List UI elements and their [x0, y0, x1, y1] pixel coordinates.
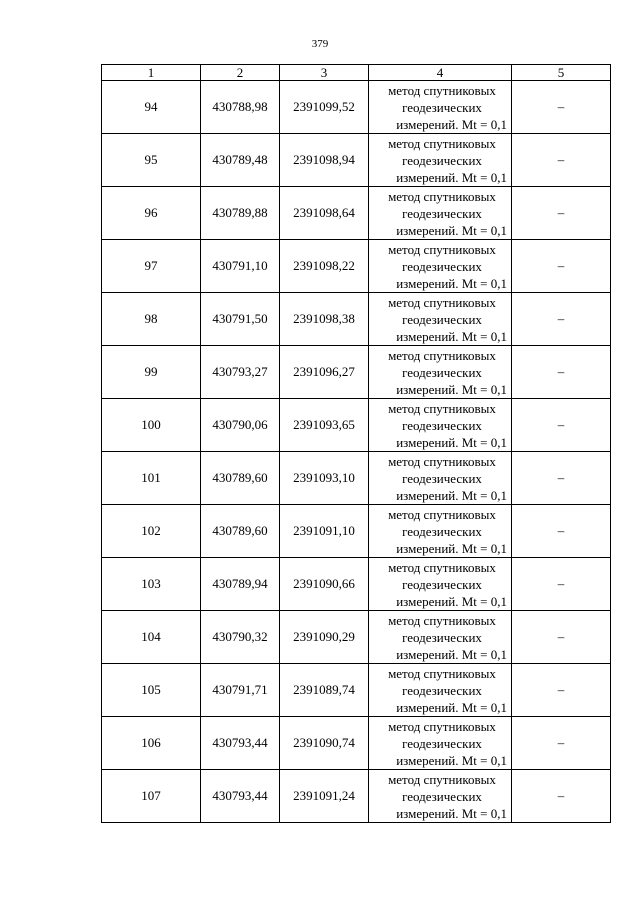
x-coordinate-cell: 430788,98 [201, 81, 280, 134]
method-line-3: измерений. Mt = 0,1 [396, 805, 507, 821]
method-line-3: измерений. Mt = 0,1 [396, 646, 507, 662]
y-coordinate-cell: 2391091,10 [280, 505, 369, 558]
method-line-1: метод спутниковых [388, 665, 496, 681]
method-line-1: метод спутниковых [388, 506, 496, 522]
method-line-1: метод спутниковых [388, 559, 496, 575]
table-row [102, 770, 611, 823]
method-cell [369, 240, 512, 293]
column-5-cell: – [512, 81, 611, 134]
x-coordinate-cell: 430793,44 [201, 717, 280, 770]
table-header [102, 65, 611, 81]
page-number: 379 [311, 38, 329, 50]
y-coordinate-cell: 2391096,27 [280, 346, 369, 399]
y-coordinate-cell: 2391090,66 [280, 558, 369, 611]
column-5-cell: – [512, 187, 611, 240]
coordinates-table [101, 64, 611, 823]
method-cell [369, 293, 512, 346]
method-cell [369, 664, 512, 717]
header-col-5: 5 [512, 65, 611, 81]
method-line-1: метод спутниковых [388, 135, 496, 151]
method-line-1: метод спутниковых [388, 718, 496, 734]
column-5-cell: – [512, 505, 611, 558]
y-coordinate-cell: 2391098,94 [280, 134, 369, 187]
method-line-1: метод спутниковых [388, 400, 496, 416]
x-coordinate-cell: 430790,32 [201, 611, 280, 664]
table-body [102, 81, 611, 823]
column-5-cell: – [512, 558, 611, 611]
y-coordinate-cell: 2391093,65 [280, 399, 369, 452]
method-cell [369, 452, 512, 505]
method-line-3: измерений. Mt = 0,1 [396, 275, 507, 291]
method-line-1: метод спутниковых [388, 294, 496, 310]
column-5-cell: – [512, 611, 611, 664]
method-line-3: измерений. Mt = 0,1 [396, 752, 507, 768]
method-line-2: геодезических [402, 99, 482, 115]
header-col-4: 4 [369, 65, 512, 81]
table-row [102, 81, 611, 134]
method-line-2: геодезических [402, 470, 482, 486]
y-coordinate-cell: 2391098,22 [280, 240, 369, 293]
table-row [102, 399, 611, 452]
point-number-cell: 96 [102, 187, 201, 240]
method-line-3: измерений. Mt = 0,1 [396, 328, 507, 344]
method-line-1: метод спутниковых [388, 453, 496, 469]
table-row [102, 505, 611, 558]
point-number-cell: 99 [102, 346, 201, 399]
method-line-2: геодезических [402, 311, 482, 327]
point-number-cell: 106 [102, 717, 201, 770]
point-number-cell: 105 [102, 664, 201, 717]
column-5-cell: – [512, 346, 611, 399]
x-coordinate-cell: 430789,60 [201, 505, 280, 558]
method-line-1: метод спутниковых [388, 82, 496, 98]
method-cell [369, 717, 512, 770]
method-cell [369, 134, 512, 187]
method-line-2: геодезических [402, 629, 482, 645]
method-line-2: геодезических [402, 364, 482, 380]
method-line-3: измерений. Mt = 0,1 [396, 381, 507, 397]
method-line-3: измерений. Mt = 0,1 [396, 434, 507, 450]
point-number-cell: 107 [102, 770, 201, 823]
method-line-2: геодезических [402, 735, 482, 751]
column-5-cell: – [512, 399, 611, 452]
y-coordinate-cell: 2391089,74 [280, 664, 369, 717]
y-coordinate-cell: 2391091,24 [280, 770, 369, 823]
y-coordinate-cell: 2391098,38 [280, 293, 369, 346]
table-row [102, 611, 611, 664]
method-line-1: метод спутниковых [388, 241, 496, 257]
column-5-cell: – [512, 452, 611, 505]
x-coordinate-cell: 430789,94 [201, 558, 280, 611]
table-row [102, 717, 611, 770]
table-row [102, 664, 611, 717]
header-col-3: 3 [280, 65, 369, 81]
column-5-cell: – [512, 664, 611, 717]
method-cell [369, 770, 512, 823]
method-line-1: метод спутниковых [388, 612, 496, 628]
x-coordinate-cell: 430793,27 [201, 346, 280, 399]
x-coordinate-cell: 430789,88 [201, 187, 280, 240]
method-line-3: измерений. Mt = 0,1 [396, 116, 507, 132]
method-line-3: измерений. Mt = 0,1 [396, 169, 507, 185]
column-5-cell: – [512, 240, 611, 293]
x-coordinate-cell: 430791,71 [201, 664, 280, 717]
method-line-1: метод спутниковых [388, 347, 496, 363]
point-number-cell: 103 [102, 558, 201, 611]
point-number-cell: 95 [102, 134, 201, 187]
header-col-1: 1 [102, 65, 201, 81]
method-line-2: геодезических [402, 152, 482, 168]
table-row [102, 346, 611, 399]
method-cell [369, 611, 512, 664]
point-number-cell: 102 [102, 505, 201, 558]
method-line-3: измерений. Mt = 0,1 [396, 593, 507, 609]
method-line-1: метод спутниковых [388, 771, 496, 787]
method-line-3: измерений. Mt = 0,1 [396, 540, 507, 556]
header-col-2: 2 [201, 65, 280, 81]
method-line-1: метод спутниковых [388, 188, 496, 204]
y-coordinate-cell: 2391090,29 [280, 611, 369, 664]
method-line-3: измерений. Mt = 0,1 [396, 222, 507, 238]
x-coordinate-cell: 430791,10 [201, 240, 280, 293]
table-row [102, 187, 611, 240]
method-cell [369, 558, 512, 611]
y-coordinate-cell: 2391098,64 [280, 187, 369, 240]
x-coordinate-cell: 430789,60 [201, 452, 280, 505]
method-line-2: геодезических [402, 788, 482, 804]
x-coordinate-cell: 430789,48 [201, 134, 280, 187]
table-row [102, 452, 611, 505]
method-cell [369, 81, 512, 134]
point-number-cell: 100 [102, 399, 201, 452]
point-number-cell: 104 [102, 611, 201, 664]
method-line-2: геодезических [402, 523, 482, 539]
table-row [102, 240, 611, 293]
column-5-cell: – [512, 770, 611, 823]
method-cell [369, 505, 512, 558]
method-line-2: геодезических [402, 682, 482, 698]
point-number-cell: 94 [102, 81, 201, 134]
header-row [102, 65, 611, 81]
method-line-2: геодезических [402, 205, 482, 221]
y-coordinate-cell: 2391093,10 [280, 452, 369, 505]
point-number-cell: 101 [102, 452, 201, 505]
method-cell [369, 187, 512, 240]
table-row [102, 293, 611, 346]
column-5-cell: – [512, 293, 611, 346]
x-coordinate-cell: 430791,50 [201, 293, 280, 346]
x-coordinate-cell: 430790,06 [201, 399, 280, 452]
method-line-2: геодезических [402, 258, 482, 274]
method-line-3: измерений. Mt = 0,1 [396, 699, 507, 715]
table-row [102, 558, 611, 611]
y-coordinate-cell: 2391099,52 [280, 81, 369, 134]
method-cell [369, 346, 512, 399]
table-row [102, 134, 611, 187]
column-5-cell: – [512, 717, 611, 770]
method-cell [369, 399, 512, 452]
y-coordinate-cell: 2391090,74 [280, 717, 369, 770]
method-line-2: геодезических [402, 576, 482, 592]
column-5-cell: – [512, 134, 611, 187]
x-coordinate-cell: 430793,44 [201, 770, 280, 823]
point-number-cell: 97 [102, 240, 201, 293]
method-line-3: измерений. Mt = 0,1 [396, 487, 507, 503]
method-line-2: геодезических [402, 417, 482, 433]
point-number-cell: 98 [102, 293, 201, 346]
